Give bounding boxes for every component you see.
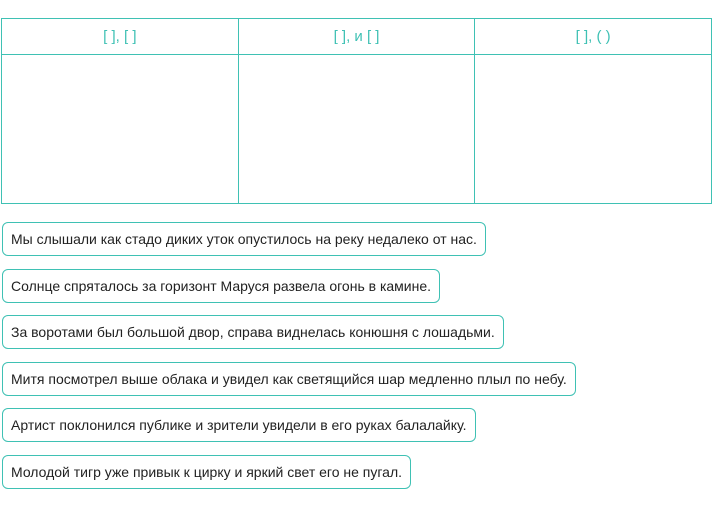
- category-table: [1, 18, 712, 204]
- sentence-card[interactable]: Мы слышали как стадо диких уток опустилось на реку недалеко от нас.: [2, 222, 486, 256]
- category-column-1: [2, 19, 239, 203]
- sentence-card[interactable]: Артист поклонился публике и зрители увидели в его руках балалайку.: [2, 408, 476, 442]
- drop-zone[interactable]: [2, 55, 238, 203]
- column-header: [ ], [ ]: [2, 19, 238, 55]
- drop-zone[interactable]: [475, 55, 711, 203]
- column-header: [ ], и [ ]: [239, 19, 475, 55]
- column-header: [ ], ( ): [475, 19, 711, 55]
- sentence-card[interactable]: Молодой тигр уже привык к цирку и яркий свет его не пугал.: [2, 455, 411, 489]
- sentence-card[interactable]: За воротами был большой двор, справа виднелась конюшня с лошадьми.: [2, 315, 504, 349]
- sentence-card[interactable]: Митя посмотрел выше облака и увидел как светящийся шар медленно плыл по небу.: [2, 362, 576, 396]
- sentence-card[interactable]: Солнце спряталось за горизонт Маруся развела огонь в камине.: [2, 269, 440, 303]
- drop-zone[interactable]: [239, 55, 475, 203]
- category-column-2: [239, 19, 476, 203]
- category-column-3: [475, 19, 711, 203]
- sentence-card-list: [2, 222, 576, 501]
